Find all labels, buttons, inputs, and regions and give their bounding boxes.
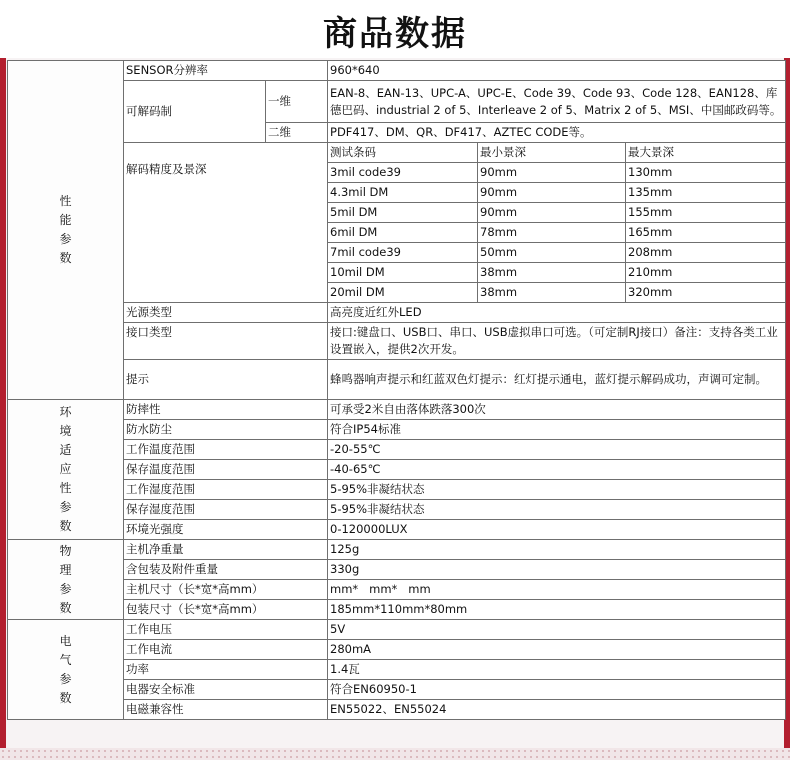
op-hum-label: 工作湿度范围	[124, 480, 328, 500]
row-decodable-1d	[8, 81, 786, 123]
barcode-cell: 3mil code39	[328, 163, 478, 183]
barcode-cell: 6mil DM	[328, 223, 478, 243]
min-depth-cell: 50mm	[478, 243, 626, 263]
net-weight-value: 125g	[328, 540, 786, 560]
waterproof-value: 符合IP54标准	[328, 420, 786, 440]
min-depth-cell: 38mm	[478, 263, 626, 283]
row-safety	[8, 680, 786, 700]
max-depth-cell: 130mm	[626, 163, 786, 183]
section-performance: 性能参数	[8, 61, 124, 400]
decodable-label: 可解码制	[124, 81, 266, 143]
barcode-cell: 5mil DM	[328, 203, 478, 223]
precision-header: 测试条码	[328, 143, 478, 163]
max-depth-cell: 165mm	[626, 223, 786, 243]
op-temp-value: -20-55℃	[328, 440, 786, 460]
host-size-value: mm* mm* mm	[328, 580, 786, 600]
sensor-value: 960*640	[328, 61, 786, 81]
safety-label: 电器安全标准	[124, 680, 328, 700]
waterproof-label: 防水防尘	[124, 420, 328, 440]
row-light	[8, 303, 786, 323]
pack-size-value: 185mm*110mm*80mm	[328, 600, 786, 620]
op-temp-label: 工作温度范围	[124, 440, 328, 460]
page-title: 商品数据	[323, 14, 467, 54]
barcode-cell: 4.3mil DM	[328, 183, 478, 203]
title-band	[0, 0, 790, 58]
barcode-cell: 20mil DM	[328, 283, 478, 303]
row-st-hum	[8, 500, 786, 520]
barcode-cell: 10mil DM	[328, 263, 478, 283]
pack-size-label: 包装尺寸（长*宽*高mm）	[124, 600, 328, 620]
light-value: 高亮度近红外LED	[328, 303, 786, 323]
max-depth-cell: 320mm	[626, 283, 786, 303]
min-depth-cell: 78mm	[478, 223, 626, 243]
row-drop	[8, 400, 786, 420]
safety-value: 符合EN60950-1	[328, 680, 786, 700]
op-hum-value: 5-95%非凝结状态	[328, 480, 786, 500]
st-temp-value: -40-65℃	[328, 460, 786, 480]
st-temp-label: 保存温度范围	[124, 460, 328, 480]
gross-weight-value: 330g	[328, 560, 786, 580]
prompt-value: 蜂鸣器响声提示和红蓝双色灯提示：红灯提示通电，蓝灯提示解码成功，声调可定制。	[328, 360, 786, 400]
barcode-cell: 7mil code39	[328, 243, 478, 263]
min-depth-cell: 38mm	[478, 283, 626, 303]
row-waterproof	[8, 420, 786, 440]
row-current	[8, 640, 786, 660]
gross-weight-label: 含包装及附件重量	[124, 560, 328, 580]
emc-value: EN55022、EN55024	[328, 700, 786, 720]
row-st-temp	[8, 460, 786, 480]
section-electrical: 电气参数	[8, 620, 124, 720]
row-ambient	[8, 520, 786, 540]
st-hum-label: 保存湿度范围	[124, 500, 328, 520]
precision-header: 最小景深	[478, 143, 626, 163]
host-size-label: 主机尺寸（长*宽*高mm）	[124, 580, 328, 600]
precision-label: 解码精度及景深	[124, 143, 328, 303]
max-depth-cell: 135mm	[626, 183, 786, 203]
two-d-value: PDF417、DM、QR、DF417、AZTEC CODE等。	[328, 123, 786, 143]
max-depth-cell: 208mm	[626, 243, 786, 263]
bottom-dotted-strip	[0, 748, 790, 760]
section-physical: 物理参数	[8, 540, 124, 620]
emc-label: 电磁兼容性	[124, 700, 328, 720]
interface-label: 接口类型	[124, 323, 328, 360]
row-op-temp	[8, 440, 786, 460]
st-hum-value: 5-95%非凝结状态	[328, 500, 786, 520]
row-pack-size	[8, 600, 786, 620]
row-host-size	[8, 580, 786, 600]
interface-value: 接口:键盘口、USB口、串口、USB虚拟串口可选。（可定制RJ接口）备注：支持各类工业设置嵌入，提供2次开发。	[328, 323, 786, 360]
ambient-value: 0-120000LUX	[328, 520, 786, 540]
row-net-weight	[8, 540, 786, 560]
power-value: 1.4瓦	[328, 660, 786, 680]
current-label: 工作电流	[124, 640, 328, 660]
prompt-label: 提示	[124, 360, 328, 400]
left-border	[0, 58, 6, 760]
row-power	[8, 660, 786, 680]
row-emc	[8, 700, 786, 720]
min-depth-cell: 90mm	[478, 183, 626, 203]
voltage-value: 5V	[328, 620, 786, 640]
min-depth-cell: 90mm	[478, 203, 626, 223]
two-d-label: 二维	[266, 123, 328, 143]
precision-header-row	[8, 143, 786, 163]
net-weight-label: 主机净重量	[124, 540, 328, 560]
spec-table	[7, 60, 786, 720]
row-sensor	[8, 61, 786, 81]
row-prompt	[8, 360, 786, 400]
drop-label: 防摔性	[124, 400, 328, 420]
ambient-label: 环境光强度	[124, 520, 328, 540]
current-value: 280mA	[328, 640, 786, 660]
row-op-hum	[8, 480, 786, 500]
drop-value: 可承受2米自由落体跌落300次	[328, 400, 786, 420]
section-environment: 环境适应性参数	[8, 400, 124, 540]
sensor-label: SENSOR分辨率	[124, 61, 328, 81]
voltage-label: 工作电压	[124, 620, 328, 640]
min-depth-cell: 90mm	[478, 163, 626, 183]
row-voltage	[8, 620, 786, 640]
one-d-value: EAN-8、EAN-13、UPC-A、UPC-E、Code 39、Code 93、Code 128、EAN128、库德巴码、industrial 2 of 5、Interleave 2 of 5、Matrix 2 of 5、MSI、中国邮政码等。	[328, 81, 786, 123]
max-depth-cell: 210mm	[626, 263, 786, 283]
row-interface	[8, 323, 786, 360]
precision-header: 最大景深	[626, 143, 786, 163]
power-label: 功率	[124, 660, 328, 680]
one-d-label: 一维	[266, 81, 328, 123]
max-depth-cell: 155mm	[626, 203, 786, 223]
light-label: 光源类型	[124, 303, 328, 323]
row-gross-weight	[8, 560, 786, 580]
